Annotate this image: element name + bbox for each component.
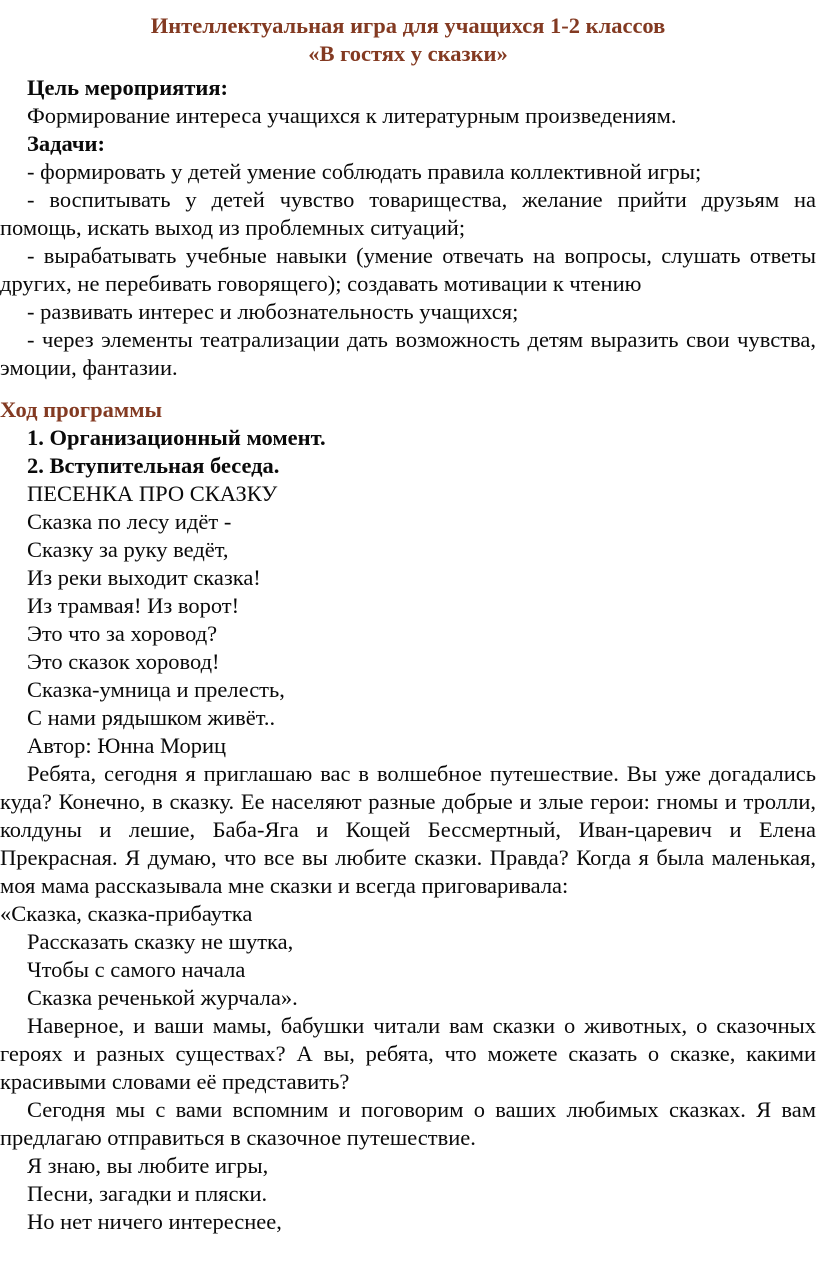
song-title: ПЕСЕНКА ПРО СКАЗКУ — [27, 481, 278, 506]
rhyme-line-3: Чтобы с самого начала — [27, 957, 246, 982]
song-line-4: Из трамвая! Из ворот! — [27, 593, 240, 618]
task-item-3: - вырабатывать учебные навыки (умение отвечать на вопросы, слушать ответы других, не перебивать говорящего); создавать мотивации к чтению — [0, 243, 816, 296]
goal-text: Формирование интереса учащихся к литературным произведениям. — [27, 103, 677, 128]
song-line-1: Сказка по лесу идёт - — [27, 509, 232, 534]
song-line-8: С нами рядышком живёт.. — [27, 705, 276, 730]
today-paragraph: Сегодня мы с вами вспомним и поговорим о ваших любимых сказках. Я вам предлагаю отправиться в сказочное путешествие. — [0, 1097, 816, 1150]
song-line-6: Это сказок хоровод! — [27, 649, 220, 674]
verse-line-2: Песни, загадки и пляски. — [27, 1181, 268, 1206]
doc-title-line-1: Интеллектуальная игра для учащихся 1-2 классов — [150, 13, 666, 38]
document-body — [0, 12, 816, 1236]
step-1: 1. Организационный момент. — [27, 425, 326, 450]
mothers-paragraph: Наверное, и ваши мамы, бабушки читали вам сказки о животных, о сказочных героях и разных существах? А вы, ребята, что можете сказать о сказке, какими красивыми словами её представить? — [0, 1013, 816, 1094]
song-line-7: Сказка-умница и прелесть, — [27, 677, 285, 702]
song-author: Автор: Юнна Мориц — [27, 733, 227, 758]
verse-line-1: Я знаю, вы любите игры, — [27, 1153, 269, 1178]
tasks-heading: Задачи: — [27, 131, 106, 156]
intro-paragraph: Ребята, сегодня я приглашаю вас в волшебное путешествие. Вы уже догадались куда? Конечно, в сказку. Ее населяют разные добрые и злые герои: гномы и тролли, колдуны и лешие, Баба-Яга и Кощей Бессмертный, Иван-царевич и Елена Прекрасная. Я думаю, что все вы любите сказки. Правда? Когда я была маленькая, моя мама рассказывала мне сказки и всегда приговаривала: — [0, 761, 816, 898]
rhyme-line-4: Сказка реченькой журчала». — [27, 985, 298, 1010]
program-heading: Ход программы — [0, 397, 163, 422]
song-line-3: Из реки выходит сказка! — [27, 565, 261, 590]
verse-line-3: Но нет ничего интереснее, — [27, 1209, 282, 1234]
rhyme-line-2: Рассказать сказку не шутка, — [27, 929, 294, 954]
doc-title-line-2: «В гостях у сказки» — [308, 41, 508, 66]
rhyme-line-1: «Сказка, сказка-прибаутка — [0, 901, 253, 926]
task-item-2: - воспитывать у детей чувство товарищества, желание прийти друзьям на помощь, искать выход из проблемных ситуаций; — [0, 187, 816, 240]
task-item-5: - через элементы театрализации дать возможность детям выразить свои чувства, эмоции, фантазии. — [0, 327, 816, 380]
song-line-2: Сказку за руку ведёт, — [27, 537, 229, 562]
song-line-5: Это что за хоровод? — [27, 621, 218, 646]
task-item-4: - развивать интерес и любознательность учащихся; — [27, 299, 519, 324]
step-2: 2. Вступительная беседа. — [27, 453, 280, 478]
goal-heading: Цель мероприятия: — [27, 75, 229, 100]
task-item-1: - формировать у детей умение соблюдать правила коллективной игры; — [27, 159, 702, 184]
